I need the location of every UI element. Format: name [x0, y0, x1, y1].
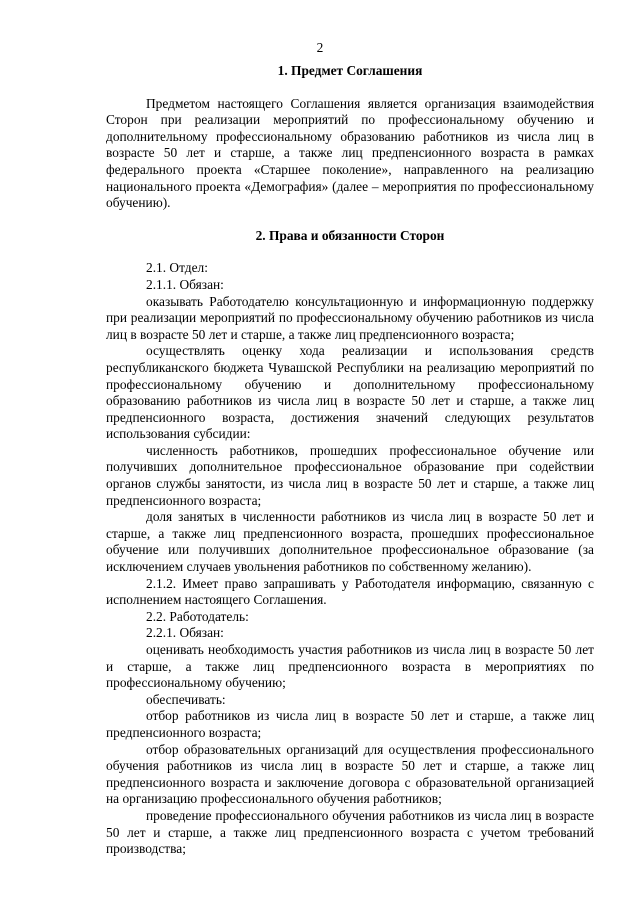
- section-2-title: 2. Права и обязанности Сторон: [255, 227, 445, 243]
- document-body: [106, 63, 594, 858]
- obligation-support: оказывать Работодателю консультационную и информационную поддержку при реализации мероприятий по профессиональному обучению работников из числа лиц в возрасте 50 лет и старше, а также лиц предпенсионного возраста;: [106, 293, 594, 342]
- employer-conduct-training: проведение профессионального обучения работников из числа лиц в возрасте 50 лет и старше, а также лиц предпенсионного возраста с учетом требований производства;: [106, 807, 594, 857]
- clause-2-1-2: 2.1.2. Имеет право запрашивать у Работодателя информацию, связанную с исполнением настоящего Соглашения.: [106, 575, 594, 608]
- section-1-paragraph: Предметом настоящего Соглашения является организация взаимодействия Сторон при реализации мероприятий по профессиональному обучению и дополнительному профессиональному образованию работников из числа лиц в возрасте 50 лет и старше, а также лиц предпенсионного возраста в рамках федерального проекта «Старшее поколение», направленного на реализацию национального проекта «Демография» (далее – мероприятия по профессиональному обучению).: [106, 95, 594, 211]
- section-1-title: 1. Предмет Соглашения: [277, 63, 423, 78]
- clause-2-1: 2.1. Отдел:: [146, 260, 208, 276]
- obligation-assessment: осуществлять оценку хода реализации и использования средств республиканского бюджета Чувашской Республики на реализацию мероприятий по профессиональному обучению и дополнительному профессиональному образованию работников из числа лиц в возрасте 50 лет и старше, а также лиц предпенсионного возраста, достижения значений следующих результатов использования субсидии:: [106, 343, 594, 442]
- page-number: 2: [316, 40, 324, 55]
- employer-selection-workers: отбор работников из числа лиц в возрасте 50 лет и старше, а также лиц предпенсионного возраста;: [106, 708, 594, 740]
- clause-2-1-1: 2.1.1. Обязан:: [146, 276, 224, 292]
- clause-2-2-1: 2.2.1. Обязан:: [146, 625, 224, 641]
- result-indicator-share: доля занятых в численности работников из числа лиц в возрасте 50 лет и старше, а также лиц предпенсионного возраста, прошедших профессиональное обучение или получивших дополнительное профессиональное образование (за исключением случаев увольнения работников по собственному желанию).: [106, 509, 594, 575]
- employer-selection-organizations: отбор образовательных организаций для осуществления профессионального обучения работников из числа лиц в возрасте 50 лет и старше, а также лиц предпенсионного возраста и заключение договора с образовательной организацией на организацию профессионального обучения работников;: [106, 741, 594, 807]
- clause-2-2: 2.2. Работодатель:: [146, 608, 249, 624]
- employer-obligation-evaluate: оценивать необходимость участия работников из числа лиц в возрасте 50 лет и старше, а также лиц предпенсионного возраста в мероприятиях по профессиональному обучению;: [106, 642, 594, 691]
- employer-obligation-ensure: обеспечивать:: [146, 691, 226, 707]
- result-indicator-count: численность работников, прошедших профессиональное обучение или получивших дополнительное профессиональное образование при содействии органов службы занятости, из числа лиц в возрасте 50 лет и старше, а также лиц предпенсионного возраста;: [106, 442, 594, 508]
